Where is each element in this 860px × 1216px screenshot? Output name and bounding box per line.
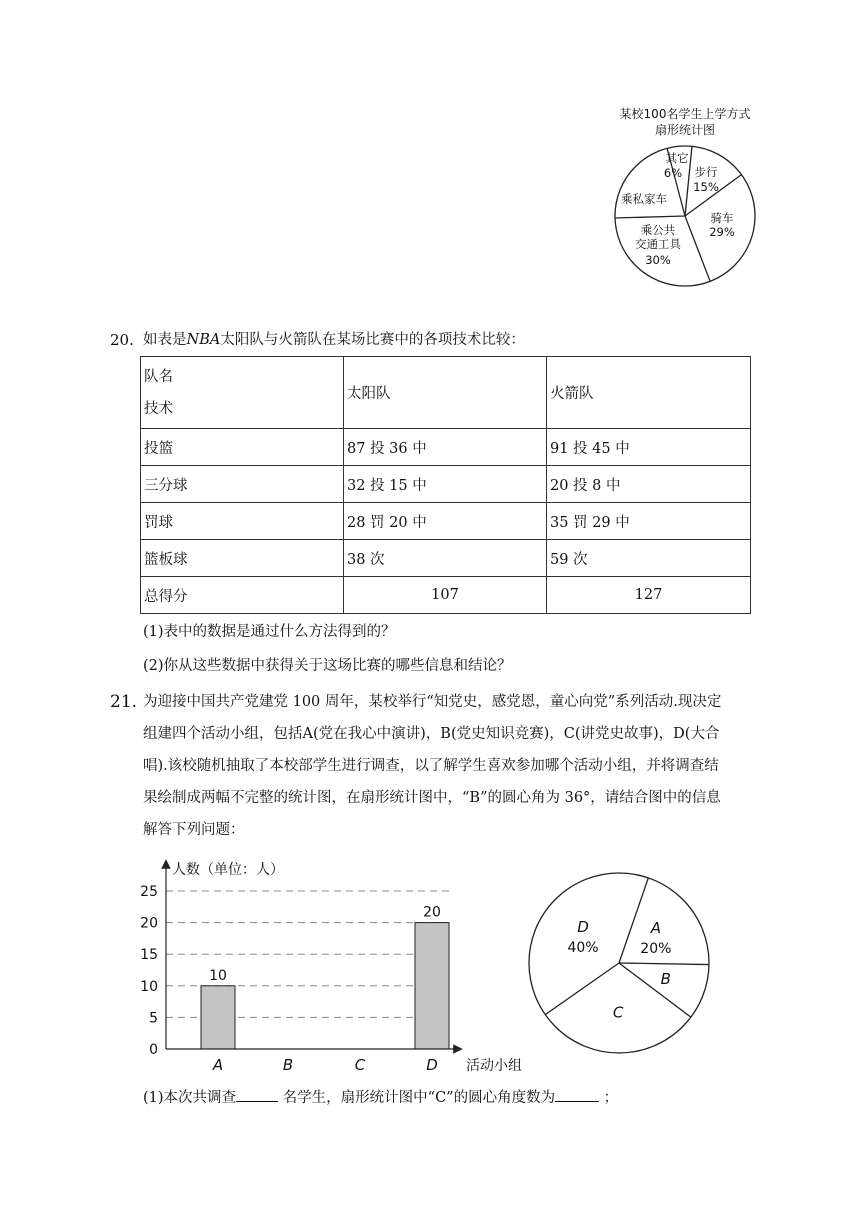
x-category-label: B: [282, 1056, 294, 1074]
bar-chart-x-label: 活动小组: [466, 1058, 522, 1074]
q21-line: 组建四个活动小组，包括A(党在我心中演讲)，B(党史知识竞赛)，C(讲党史故事)，D(大合: [143, 726, 720, 742]
table-cell: 罚球: [141, 503, 344, 540]
table-cell: 91 投 45 中: [547, 429, 751, 466]
table-header-row: [141, 357, 751, 429]
table-header-skill-label: 技术: [144, 400, 173, 417]
top-pie-label-bus-line1: 乘公共: [640, 223, 676, 237]
q21-line: 果绘制成两幅不完整的统计图，在扇形统计图中，“B”的圆心角为 36°，请结合图中的信息: [143, 790, 721, 806]
bar-A: [201, 986, 235, 1049]
top-pie-label-car: 乘私家车: [621, 192, 667, 206]
top-pie-title-line2: 扇形统计图: [654, 123, 716, 137]
y-tick-label: 0: [149, 1042, 158, 1058]
y-tick-label: 15: [140, 947, 158, 964]
y-tick-label: 5: [149, 1010, 158, 1027]
top-pie-label-walk: 步行: [694, 165, 718, 179]
pie-slice-value: 40%: [567, 939, 599, 956]
table-cell: 32 投 15 中: [344, 466, 547, 503]
q20-prompt-post: 太阳队与火箭队在某场比赛中的各项技术比较：: [220, 332, 525, 348]
table-header-rockets: 火箭队: [547, 357, 751, 429]
top-pie-value-bus: 30%: [645, 253, 671, 267]
bar-data-label: 20: [423, 904, 441, 921]
table-cell: 20 投 8 中: [547, 466, 751, 503]
x-category-label: D: [426, 1056, 438, 1074]
table-row: [141, 466, 751, 503]
q21-line: 唱).该校随机抽取了本校部学生进行调查，以了解学生喜欢参加哪个活动小组，并将调查结: [143, 758, 719, 774]
top-pie-value-walk: 15%: [693, 180, 719, 194]
answer-blank-count[interactable]: [236, 1087, 278, 1102]
top-pie-value-other: 6%: [663, 166, 683, 180]
table-cell: 三分球: [141, 466, 344, 503]
pie-chart: [520, 870, 720, 1070]
pie-slice-label: C: [612, 1003, 624, 1022]
table-row: [141, 540, 751, 577]
table-header-suns: 太阳队: [344, 357, 547, 429]
answer-blank-angle[interactable]: [555, 1087, 599, 1102]
bar-chart: [130, 850, 570, 1082]
q21-line: 解答下列问题：: [143, 822, 245, 838]
top-pie-chart: [600, 100, 770, 300]
bar-data-label: 10: [209, 967, 227, 984]
bar-D: [415, 923, 449, 1049]
table-cell: 总得分: [141, 577, 344, 614]
q20-stats-table: [140, 356, 751, 614]
x-category-label: A: [212, 1056, 224, 1074]
y-tick-label: 25: [140, 884, 158, 900]
table-row: [141, 577, 751, 614]
q21-sub1-part1: (1)本次共调查: [143, 1090, 237, 1106]
table-cell: 篮板球: [141, 540, 344, 577]
table-cell: 87 投 36 中: [344, 429, 547, 466]
q20-sub-question-2: (2)你从这些数据中获得关于这场比赛的哪些信息和结论？: [143, 658, 512, 674]
top-pie-label-bike: 骑车: [710, 211, 734, 225]
top-pie-value-bike: 29%: [709, 225, 735, 239]
q20-prompt-nba: NBA: [186, 332, 221, 348]
pie-slice-value: 20%: [640, 941, 672, 958]
table-row: [141, 503, 751, 540]
q20-sub-question-1: (1)表中的数据是通过什么方法得到的？: [143, 624, 396, 640]
q20-number: 20.: [110, 331, 134, 349]
x-category-label: C: [354, 1056, 366, 1074]
pie-slice-label: D: [577, 917, 589, 936]
table-header-team-label: 队名: [144, 368, 173, 385]
pie-slice-label: A: [650, 919, 661, 938]
table-row: [141, 429, 751, 466]
q20-prompt: [143, 330, 525, 350]
table-cell: 35 罚 29 中: [547, 503, 751, 540]
y-tick-label: 10: [140, 978, 158, 995]
q21-sub1-part2: 名学生，扇形统计图中“C”的圆心角度数为: [278, 1090, 556, 1106]
table-cell: 38 次: [344, 540, 547, 577]
top-pie-label-other: 其它: [665, 151, 689, 165]
y-tick-label: 20: [140, 915, 158, 932]
table-cell: 28 罚 20 中: [344, 503, 547, 540]
table-header-corner: [141, 357, 344, 429]
q20-prompt-pre: 如表是: [143, 332, 187, 348]
pie-slice-label: B: [660, 970, 671, 989]
q21-sub1-part3: ；: [599, 1090, 619, 1106]
table-cell: 59 次: [547, 540, 751, 577]
top-pie-label-bus-line2: 交通工具: [635, 237, 681, 251]
q21-number: 21.: [110, 692, 138, 712]
q21-line: 为迎接中国共产党建党 100 周年，某校举行“知党史，感党恩，童心向党”系列活动.现决定: [143, 694, 722, 710]
bar-chart-y-label: 人数（单位：人）: [172, 862, 284, 878]
table-cell: 107: [344, 577, 547, 614]
table-cell: 127: [547, 577, 751, 614]
table-cell: 投篮: [141, 429, 344, 466]
top-pie-title-line1: 某校100名学生上学方式: [619, 107, 751, 121]
q21-sub-question-1: [143, 1087, 618, 1108]
